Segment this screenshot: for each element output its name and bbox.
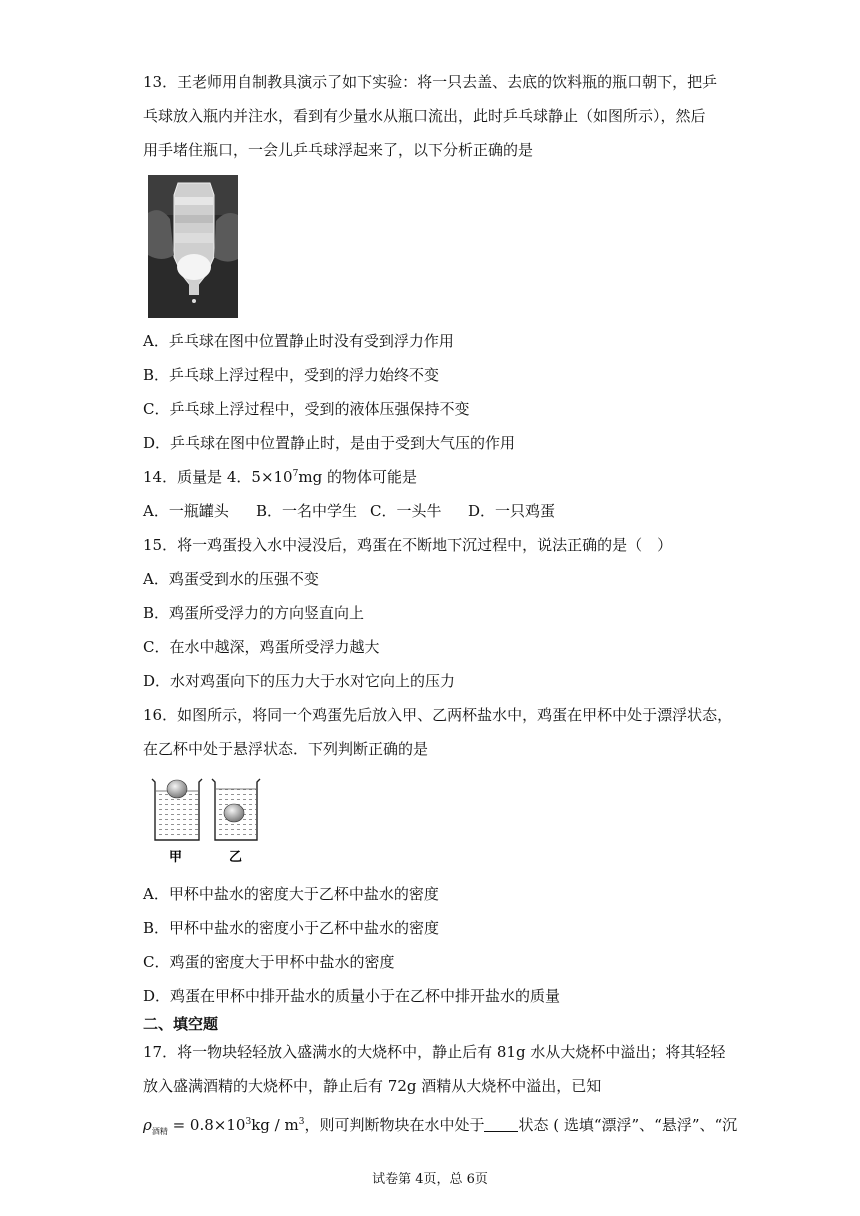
rho-unit: kg / m [251, 1116, 299, 1134]
q14-stem-pre: 14．质量是 4．5×10 [143, 468, 293, 486]
q14-stem [143, 467, 417, 487]
q13-stem-line3: 用手堵住瓶口，一会儿乒乓球浮起来了，以下分析正确的是 [143, 141, 534, 159]
q16-option-c: C．鸡蛋的密度大于甲杯中盐水的密度 [143, 953, 395, 971]
beakers-figure [147, 777, 277, 865]
q13-option-c: C．乒乓球上浮过程中，受到的液体压强保持不变 [143, 400, 470, 418]
q13-option-a: A．乒乓球在图中位置静止时没有受到浮力作用 [143, 332, 454, 350]
beaker-jia [152, 779, 202, 840]
q16-stem-line2: 在乙杯中处于悬浮状态．下列判断正确的是 [143, 740, 429, 758]
section-heading-fill-in: 二、填空题 [143, 1015, 219, 1033]
answer-blank[interactable] [484, 1117, 518, 1132]
page-footer: 试卷第 4页，总 6页 [372, 1172, 488, 1187]
bottle-experiment-photo [148, 175, 238, 318]
rho-exponent: 3 [245, 1117, 252, 1127]
q16-option-b: B．甲杯中盐水的密度小于乙杯中盐水的密度 [143, 919, 440, 937]
rho-symbol: ρ [143, 1116, 152, 1134]
q17-stem-line1: 17．将一物块轻轻放入盛满水的大烧杯中，静止后有 81g 水从大烧杯中溢出；将其轻轻 [143, 1043, 726, 1061]
rho-equation: = 0.8×10 [167, 1116, 246, 1134]
q15-option-a: A．鸡蛋受到水的压强不变 [143, 570, 319, 588]
rho-unit-exponent: 3 [298, 1117, 305, 1127]
q14-option-b: B．一名中学生 [256, 502, 358, 520]
q17-stem-line3 [143, 1115, 737, 1142]
q15-option-c: C．在水中越深，鸡蛋所受浮力越大 [143, 638, 380, 656]
q17-stem-line2: 放入盛满酒精的大烧杯中，静止后有 72g 酒精从大烧杯中溢出，已知 [143, 1077, 602, 1095]
q14-options [143, 501, 555, 521]
q14-option-a: A．一瓶罐头 [143, 502, 229, 520]
q16-option-a: A．甲杯中盐水的密度大于乙杯中盐水的密度 [143, 885, 439, 903]
q14-stem-exponent: 7 [292, 469, 299, 479]
q17-line3-tail: 状态 ( 选填“漂浮”、“悬浮”、“沉 [518, 1116, 738, 1134]
q14-option-d: D．一只鸡蛋 [468, 502, 556, 520]
beaker-label-jia: 甲 [169, 850, 183, 865]
q15-stem: 15．将一鸡蛋投入水中浸没后，鸡蛋在不断地下沉过程中，说法正确的是（ ） [143, 536, 673, 554]
q15-option-b: B．鸡蛋所受浮力的方向竖直向上 [143, 604, 365, 622]
q14-stem-post: mg 的物体可能是 [298, 468, 417, 486]
q13-option-d: D．乒乓球在图中位置静止时，是由于受到大气压的作用 [143, 434, 516, 452]
q17-line3-text: ，则可判断物块在水中处于 [304, 1116, 485, 1134]
beaker-yi [212, 779, 260, 840]
beaker-label-yi: 乙 [229, 850, 243, 865]
q14-option-c: C．一头牛 [370, 502, 442, 520]
q15-option-d: D．水对鸡蛋向下的压力大于水对它向上的压力 [143, 672, 456, 690]
q16-option-d: D．鸡蛋在甲杯中排开盐水的质量小于在乙杯中排开盐水的质量 [143, 987, 561, 1005]
q16-stem-line1: 16．如图所示，将同一个鸡蛋先后放入甲、乙两杯盐水中，鸡蛋在甲杯中处于漂浮状态， [143, 706, 733, 724]
q13-stem-line1: 13．王老师用自制教具演示了如下实验：将一只去盖、去底的饮料瓶的瓶口朝下，把乒 [143, 73, 718, 91]
q13-option-b: B．乒乓球上浮过程中，受到的浮力始终不变 [143, 366, 440, 384]
rho-subscript: 酒精 [151, 1127, 168, 1136]
q13-stem-line2: 乓球放入瓶内并注水，看到有少量水从瓶口流出，此时乒乓球静止（如图所示），然后 [143, 107, 706, 125]
